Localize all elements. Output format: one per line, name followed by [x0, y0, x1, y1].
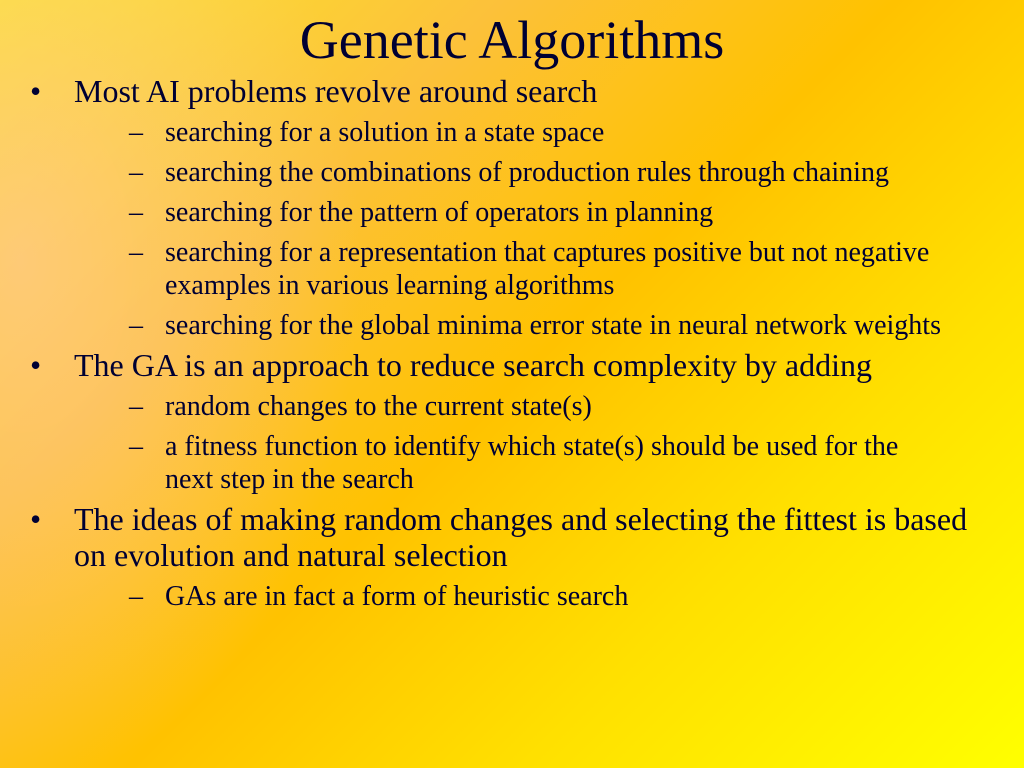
- sub-bullet-list: [74, 580, 984, 613]
- sub-bullet-text: GAs are in fact a form of heuristic search: [165, 581, 629, 612]
- dash-marker: –: [129, 237, 143, 268]
- bullet-item: [0, 73, 1024, 342]
- sub-bullet-item: [119, 116, 984, 149]
- dash-marker: –: [129, 581, 143, 612]
- sub-bullet-text: searching for the pattern of operators in planning: [165, 197, 714, 228]
- sub-bullet-item: [119, 196, 984, 229]
- dash-marker: –: [129, 157, 143, 188]
- sub-bullet-text: a fitness function to identify which state(s) should be used for the next step in the search: [165, 431, 899, 495]
- bullet-text: Most AI problems revolve around search: [74, 73, 598, 109]
- dash-marker: –: [129, 197, 143, 228]
- sub-bullet-item: [119, 580, 984, 613]
- dash-marker: –: [129, 310, 143, 341]
- bullet-text: The ideas of making random changes and selecting the fittest is based on evolution and natural selection: [74, 501, 968, 573]
- sub-bullet-item: [119, 390, 984, 423]
- bullet-item: [0, 347, 1024, 496]
- bullet-marker: •: [30, 73, 42, 109]
- bullet-marker: •: [30, 501, 42, 537]
- sub-bullet-text: random changes to the current state(s): [165, 391, 592, 422]
- bullet-list: [0, 68, 1024, 613]
- sub-bullet-text: searching for a representation that captures positive but not negative examples in various learning algorithms: [165, 237, 930, 301]
- sub-bullet-item: [119, 236, 984, 302]
- sub-bullet-item: [119, 156, 984, 189]
- sub-bullet-list: [74, 390, 984, 496]
- sub-bullet-item: [119, 430, 984, 496]
- slide-title: Genetic Algorithms: [299, 10, 725, 70]
- sub-bullet-text: searching the combinations of production rules through chaining: [165, 157, 889, 188]
- sub-bullet-text: searching for a solution in a state space: [165, 117, 605, 148]
- bullet-text: The GA is an approach to reduce search complexity by adding: [74, 347, 872, 383]
- dash-marker: –: [129, 431, 143, 462]
- dash-marker: –: [129, 391, 143, 422]
- dash-marker: –: [129, 117, 143, 148]
- bullet-item: [0, 501, 1024, 613]
- bullet-marker: •: [30, 347, 42, 383]
- sub-bullet-list: [74, 116, 984, 342]
- sub-bullet-item: [119, 309, 984, 342]
- sub-bullet-text: searching for the global minima error state in neural network weights: [165, 310, 941, 341]
